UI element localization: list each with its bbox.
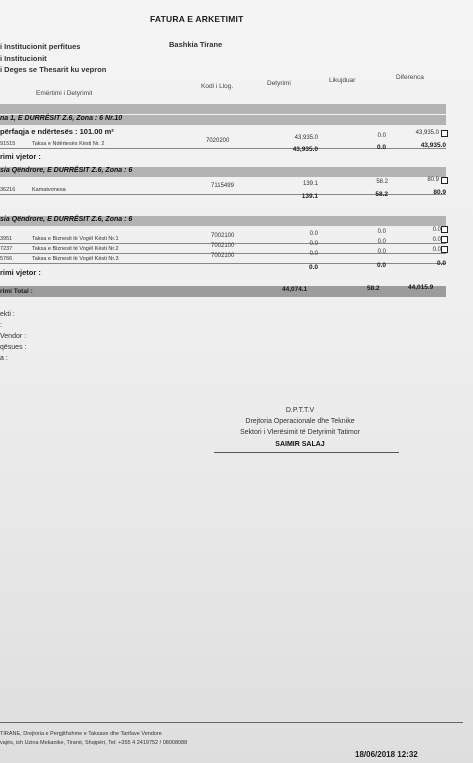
row-obligation: 0.0: [309, 241, 318, 247]
row-difference: 0.0: [432, 247, 441, 253]
row-id: 5766: [0, 256, 13, 262]
field-label: Vendor :: [0, 333, 27, 340]
signature-name: SAIMIR SALAJ: [275, 441, 325, 448]
row-difference: 43,935.0: [415, 130, 439, 136]
row-paid: 0.0: [377, 133, 386, 139]
signature-organization: D.P.T.T.V: [285, 407, 315, 414]
row-account-code: 7002100: [211, 243, 235, 249]
annual-obligation-label: rimi vjetor :: [0, 268, 41, 277]
column-header-obligation: Detyrimi: [267, 80, 291, 87]
row-description: Taksa e Biznesit të Vogël Kësti Nr.3: [32, 256, 119, 262]
subtotal-difference: 80.9: [433, 189, 446, 196]
subtotal-difference: 43,935.0: [420, 142, 446, 149]
footer-divider: [0, 722, 463, 723]
field-label: ekti :: [0, 311, 15, 318]
column-header-paid: Likujduar: [329, 77, 356, 84]
treasury-branch-label: i Deges se Thesarit ku vepron: [0, 65, 107, 74]
subtotal-obligation: 0.0: [308, 264, 318, 271]
row-paid: 0.0: [377, 229, 386, 235]
document-title: FATURA E ARKETIMIT: [150, 14, 244, 24]
row-checkbox[interactable]: [441, 130, 448, 137]
subtotal-paid: 0.0: [376, 144, 386, 151]
signature-sector: Sektori i Vlerësimit të Detyrimit Tatimor: [239, 429, 361, 436]
row-obligation: 43,935.0: [294, 135, 318, 141]
row-id: 91515: [0, 141, 16, 147]
row-id: 36216: [0, 187, 16, 193]
column-header-difference: Diferenca: [396, 74, 424, 81]
grand-total-obligation: 44,074.1: [282, 286, 308, 293]
section-title: na 1, E DURRËSIT Z.6, Zona : 6 Nr.10: [0, 115, 123, 122]
subtotal-paid: 0.0: [376, 262, 386, 269]
grand-total-paid: 58.2: [367, 285, 380, 292]
row-checkbox[interactable]: [441, 246, 448, 253]
grand-total-label: rimi Total :: [0, 288, 33, 295]
subtotal-obligation: 43,935.0: [292, 146, 318, 153]
table-header-band: [0, 104, 446, 114]
row-account-code: 7020200: [206, 138, 230, 144]
row-account-code: 7002100: [211, 233, 235, 239]
subtotal-obligation: 139.1: [301, 193, 318, 200]
row-checkbox[interactable]: [441, 177, 448, 184]
field-label: a :: [0, 355, 8, 362]
row-id: 7237: [0, 246, 13, 252]
footer-address-line: TIRANE, Drejtoria e Pergjithshme e Taksave dhe Tarifave Vendore: [0, 731, 162, 737]
print-datetime: 18/06/2018 12:32: [355, 750, 418, 759]
row-description: Taksa e Biznesit të Vogël Kësti Nr.1: [32, 236, 119, 242]
row-checkbox[interactable]: [441, 226, 448, 233]
row-account-code: 7002100: [211, 253, 235, 259]
column-header-description: Emërtimi i Detyrimit: [36, 90, 93, 97]
column-header-account-code: Kodi i Llog.: [201, 83, 234, 90]
row-obligation: 0.0: [309, 251, 318, 257]
row-difference: 0.0: [432, 227, 441, 233]
signature-department: Drejtoria Operacionale dhe Teknike: [245, 418, 355, 425]
row-difference: 80.9: [427, 177, 439, 183]
signature-underline: [214, 452, 399, 453]
row-paid: 0.0: [377, 249, 386, 255]
row-id: 3951: [0, 236, 13, 242]
row-description: Kamatvonesa: [32, 187, 66, 193]
section-title: sia Qëndrore, E DURRËSIT Z.6, Zona : 6: [0, 216, 133, 223]
municipality-name: Bashkia Tirane: [169, 40, 223, 49]
row-description: Taksa e Ndërtesës Kësti Nr. 2: [32, 141, 105, 147]
beneficiary-institution-label: i Institucionit perfitues: [0, 42, 81, 51]
field-label: :: [0, 322, 2, 329]
subtotal-difference: 0.0: [436, 260, 446, 267]
row-paid: 58.2: [376, 179, 388, 185]
row-paid: 0.0: [377, 239, 386, 245]
row-obligation: 0.0: [309, 231, 318, 237]
subtotal-paid: 58.2: [375, 191, 388, 198]
row-obligation: 139.1: [302, 181, 318, 187]
annual-obligation-label: rimi vjetor :: [0, 152, 41, 161]
field-label: qësues :: [0, 344, 27, 351]
row-account-code: 7115499: [211, 183, 234, 189]
grand-total-difference: 44,015.9: [408, 284, 434, 291]
building-area-label: përfaqja e ndërtesës : 101.00 m²: [0, 127, 114, 136]
row-difference: 0.0: [432, 237, 441, 243]
row-description: Taksa e Biznesit të Vogël Kësti Nr.2: [32, 246, 119, 252]
section-title: sia Qëndrore, E DURRËSIT Z.6, Zona : 6: [0, 167, 133, 174]
footer-contact-line: vajës, ish Uzina Mekanike, Tiranë, Shqipëri, Tel: +355 4 2419752 / 08008088: [0, 740, 188, 746]
institution-label: i Institucionit: [0, 54, 47, 63]
row-checkbox[interactable]: [441, 236, 448, 243]
